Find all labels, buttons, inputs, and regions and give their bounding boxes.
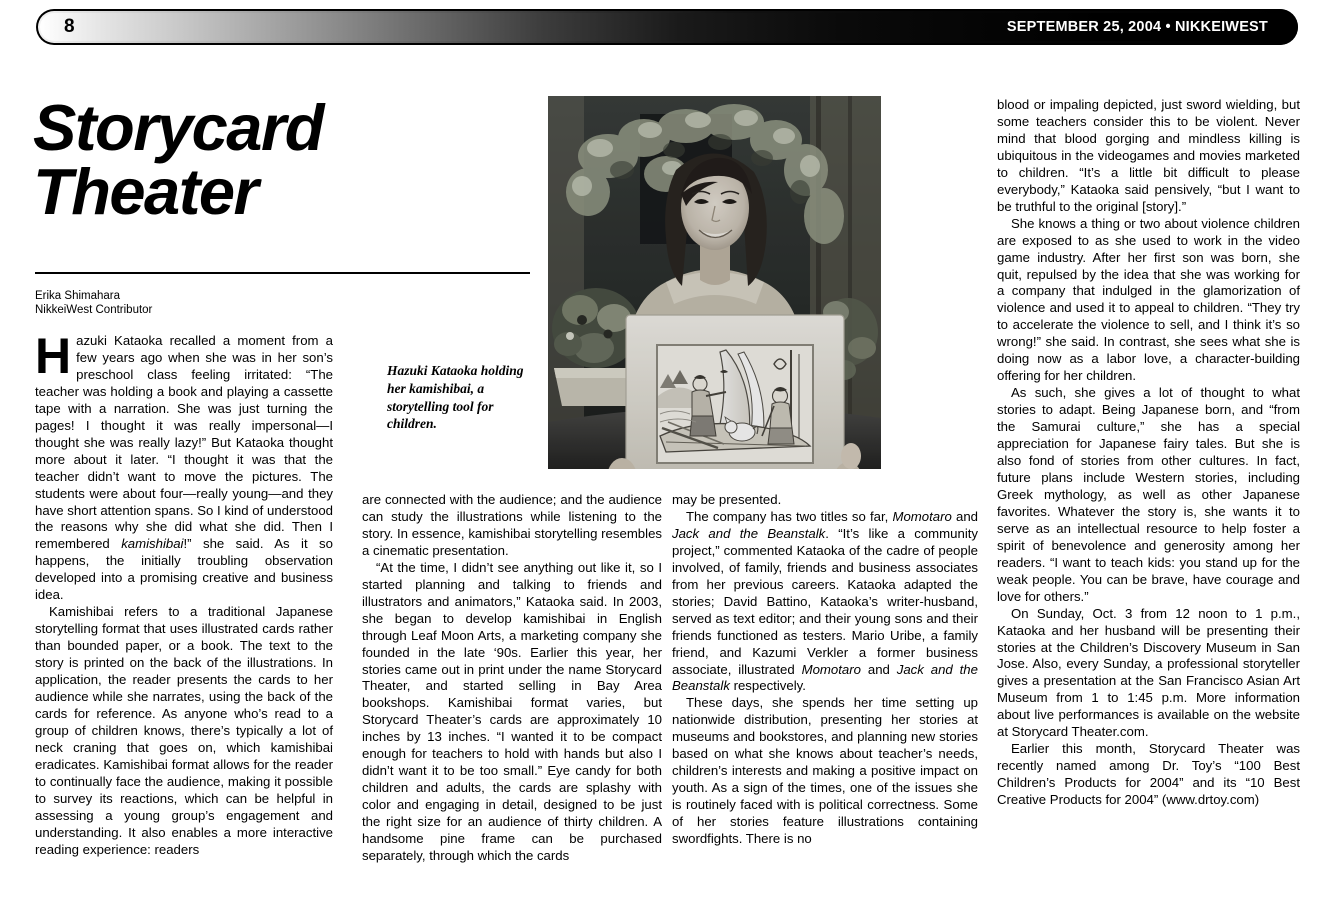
page-number: 8 — [64, 16, 75, 37]
book-title: Jack and the Beanstalk — [672, 661, 978, 694]
page-banner — [36, 9, 1298, 45]
byline-role: NikkeiWest Contributor — [35, 304, 153, 317]
issue-date-masthead: SEPTEMBER 25, 2004 • NIKKEIWEST — [1006, 19, 1268, 35]
article-headline — [33, 91, 553, 229]
article-column-2 — [362, 492, 662, 865]
paragraph-text: and — [951, 508, 978, 524]
paragraph-text: The company has two titles so far, — [686, 508, 893, 524]
book-title: Momotaro — [892, 508, 952, 524]
paragraph: “At the time, I didn’t see anything out like it, so I started planning and talking to friends and illustrators and animators,” Kataoka said. In 2003, she began to develop kamishibai in English through Leaf Moon Arts, a marketing company she founded in the late ‘90s. Earlier this year, her stories came out in print under the name Storycard Theater, and started selling in Bay Area bookshops. Kamishibai format varies, but Storycard Theater’s cards are approximately 10 inches by 13 inches. “I wanted it to be compact enough for teachers to hold with hands but also I didn’t want it to be too small.” Eye candy for both children and adults, the cards are splashy with color and engaging in detail, designed to be just the right size for an audience of thirty children. A handsome pine frame can be purchased separately, through which the cards — [362, 559, 662, 864]
book-title: Jack and the Beanstalk — [672, 525, 826, 541]
paragraph: blood or impaling depicted, just sword wielding, but some teachers consider this to be violent. Never mind that blood gorging and mindless killing is ubiquitous in the videogames and movies marketed to children. “It’s a little bit difficult to please everybody,” Kataoka said pensively, “but I want to be truthful to the original [story].” — [997, 97, 1300, 214]
paragraph-text: respectively. — [729, 678, 806, 694]
byline-divider — [35, 272, 530, 274]
photo-illustration — [548, 96, 881, 469]
paragraph: may be presented. — [672, 492, 782, 507]
paragraph: Earlier this month, Storycard Theater was recently named among Dr. Toy’s “100 Best Children’s Products for 2004” and its “10 Best Creative Products for 2004” (www.drtoy.com) — [997, 741, 1300, 808]
paragraph — [672, 509, 978, 695]
paragraph: She knows a thing or two about violence children are exposed to as she used to work in the video game industry. After her first son was born, she quit, repulsed by the idea that she was working for a company that indulged in the glamorization of violence and used it to appeal to children. “They try to accelerate the violence to sell, and I think it’s so wrong!” she said. In contrast, she sees what she is doing now as a labor love, a character-building offering for her children. — [997, 215, 1300, 384]
photo-caption: Hazuki Kataoka holding her kamishibai, a storytelling tool for children. — [387, 363, 524, 432]
article-column-4 — [997, 97, 1300, 809]
headline-line-1: Storycard — [33, 91, 323, 164]
paragraph-text: . “It’s like a community project,” commented Kataoka of the cadre of people involved, of family, friends and business associates from her previous careers. Kataoka adapted the stories; David Battino, Kataoka’s writer-husband, served as text editor; and their young sons and their friends functioned as testers. Mario Uribe, a family friend, and Kazumi Verkler a former business associate, illustrated — [672, 525, 979, 677]
article-column-1 — [35, 328, 333, 859]
paragraph: Kamishibai refers to a traditional Japanese storytelling format that uses illustrated cards rather than bounded paper, or a book. The text to the story is printed on the back of the illustrations. In application, the reader presents the cards to her audience while she narrates, using the back of the cards for reference. As anyone who’s read to a group of children knows, there’s typically a lot of neck craning that goes on, which kamishibai eradicates. Kamishibai format allows for the reader to continually face the audience, making it possible to survey its reactions, which can be helpful in assessing a young group’s engagement and understanding. It also enables a more interactive reading experience: readers — [35, 604, 333, 857]
drop-cap: H — [35, 328, 72, 384]
paragraph-text: and — [860, 661, 897, 677]
byline — [35, 289, 152, 318]
headline-line-2: Theater — [33, 155, 258, 229]
italic-term: kamishibai — [121, 536, 184, 552]
article-photo — [548, 96, 881, 469]
paragraph: On Sunday, Oct. 3 from 12 noon to 1 p.m., Kataoka and her husband will be presenting their stories at the Children’s Discovery Museum in San Jose. Also, every Sunday, a professional storyteller gives a presentation at the San Francisco Asian Art Museum from 1 to 1:45 p.m. More information about live performances is available on the website at Storycard Theater.com. — [997, 605, 1300, 740]
byline-author: Erika Shimahara — [35, 290, 121, 302]
paragraph-text: azuki Kataoka recalled a moment from a few years ago when she was in her son’s preschool class feeling irritated: “The teacher was holding a book and playing a cassette tape with a narration. She was just turning the pages! I thought it was really impersonal—I thought she was really lazy!” But Kataoka thought more about it later. “I thought it was that the teacher didn’t want to move the pictures. The students were about four—really young—and they have short attention spans. So I kind of understood the reasons why she did what she did. Then I remembered — [35, 333, 333, 552]
paragraph — [35, 328, 333, 604]
paragraph: are connected with the audience; and the audience can study the illustrations while listening to the story. In essence, kamishibai storytelling resembles a cinematic presentation. — [362, 492, 662, 558]
book-title: Momotaro — [801, 661, 861, 677]
paragraph-text-tail: !” she said. As it so happens, the initially troubling observation developed into a promising creative and business idea. — [35, 536, 333, 603]
article-column-3 — [672, 492, 978, 848]
paragraph: These days, she spends her time setting up nationwide distribution, presenting her stories at museums and bookstores, and planning new stories based on what she knows about teacher’s needs, children’s interests and making a positive impact on youth. As a sign of the times, one of the issues she is routinely faced with is political correctness. Some of her stories feature illustrations containing swordfights. There is no — [672, 695, 978, 847]
paragraph: As such, she gives a lot of thought to what stories to adapt. Being Japanese born, and “from the Samurai culture,” she has a special appreciation for Japanese fairy tales. But she is also fond of stories from other cultures. In fact, future plans include Western stories, including Greek mythology, as well as other Japanese favorites. Whatever the story is, she wants it to serve as an intellectual resource to help foster a spirit of benevolence and generosity among her readers. “I want to teach kids: you stand up for the weak people. You can be brave, have courage and love for others.” — [997, 385, 1300, 604]
